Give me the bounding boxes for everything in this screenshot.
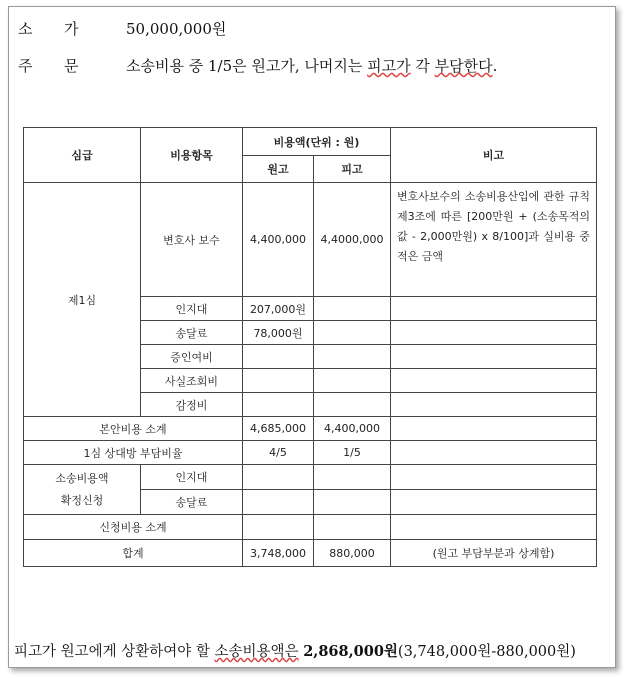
order-text-c: 각 [410,57,435,75]
header-plaintiff: 원고 [243,156,314,183]
appraisal-plaintiff [243,393,314,417]
reimbursement-amount: 2,868,000원 [303,643,398,660]
fact-inquiry-defendant [314,369,391,393]
header-note: 비고 [391,128,597,183]
application-stamp-defendant [314,465,391,490]
total-defendant: 880,000 [314,540,391,567]
item-service-fee: 송달료 [141,321,243,345]
main-subtotal-defendant: 4,400,000 [314,417,391,441]
application-stamp-plaintiff [243,465,314,490]
burden-ratio-label: 1심 상대방 부담비율 [24,441,243,465]
application-subtotal-plaintiff [243,515,314,540]
item-stamp-fee: 인지대 [141,297,243,321]
item-attorney-fee: 변호사 보수 [141,183,243,297]
header-defendant: 피고 [314,156,391,183]
item-appraisal-fee: 감정비 [141,393,243,417]
item-fact-inquiry-fee: 사실조회비 [141,369,243,393]
total-note: (원고 부담부분과 상계함) [391,540,597,567]
order-line [18,55,497,76]
confirmation-application-label [24,465,141,515]
service-fee-defendant [314,321,391,345]
main-subtotal-label: 본안비용 소계 [24,417,243,441]
stamp-fee-defendant [314,297,391,321]
order-text-a: 소송비용 중 1/5은 원고가, 나머지는 [126,57,368,75]
application-service-note [391,490,597,515]
value-label-char-1: 소 [18,20,33,38]
header-amount: 비용액(단위 : 원) [243,128,391,156]
header-level: 심급 [24,128,141,183]
witness-expense-note [391,345,597,369]
application-stamp-note [391,465,597,490]
witness-expense-plaintiff [243,345,314,369]
reimbursement-text-a: 피고가 원고에게 상환하여야 할 [14,644,215,660]
attorney-fee-plaintiff: 4,400,000 [243,183,314,297]
application-stamp-fee: 인지대 [141,465,243,490]
service-fee-plaintiff: 78,000원 [243,321,314,345]
order-label-char-2: 문 [64,57,79,75]
confirmation-label-line-2: 확정신청 [60,493,104,507]
attorney-fee-defendant: 4,4000,000 [314,183,391,297]
application-subtotal-note [391,515,597,540]
total-label: 합계 [24,540,243,567]
witness-expense-defendant [314,345,391,369]
reimbursement-calc: (3,748,000원-880,000원) [397,644,576,660]
application-service-defendant [314,490,391,515]
cost-table [23,127,597,567]
item-witness-expense: 증인여비 [141,345,243,369]
attorney-fee-note: 변호사보수의 소송비용산입에 관한 규칙 제3조에 따른 [200만원 + (소송목적의 값 - 2,000만원) x 8/100]과 실비용 중 적은 금액 [391,183,597,297]
burden-ratio-plaintiff: 4/5 [243,441,314,465]
order-text-d: 부담한다 [434,57,493,75]
main-subtotal-note [391,417,597,441]
application-subtotal-defendant [314,515,391,540]
level-first-instance: 제1심 [24,183,141,417]
header-item: 비용항목 [141,128,243,183]
order-text-b: 피고가 [367,57,411,75]
value-label-char-2: 가 [64,20,79,38]
order-text-e: . [492,57,498,75]
reimbursement-statement [14,640,576,661]
order-label-char-1: 주 [18,57,33,75]
stamp-fee-note [391,297,597,321]
application-subtotal-label: 신청비용 소계 [24,515,243,540]
reimbursement-text-b: 소송비용액은 [214,644,299,660]
litigation-value: 50,000,000원 [126,20,227,38]
appraisal-note [391,393,597,417]
application-service-plaintiff [243,490,314,515]
main-subtotal-plaintiff: 4,685,000 [243,417,314,441]
litigation-value-line [18,18,226,39]
fact-inquiry-note [391,369,597,393]
appraisal-defendant [314,393,391,417]
burden-ratio-note [391,441,597,465]
application-service-fee: 송달료 [141,490,243,515]
service-fee-note [391,321,597,345]
stamp-fee-plaintiff: 207,000원 [243,297,314,321]
burden-ratio-defendant: 1/5 [314,441,391,465]
total-plaintiff: 3,748,000 [243,540,314,567]
fact-inquiry-plaintiff [243,369,314,393]
confirmation-label-line-1: 소송비용액 [55,471,109,485]
